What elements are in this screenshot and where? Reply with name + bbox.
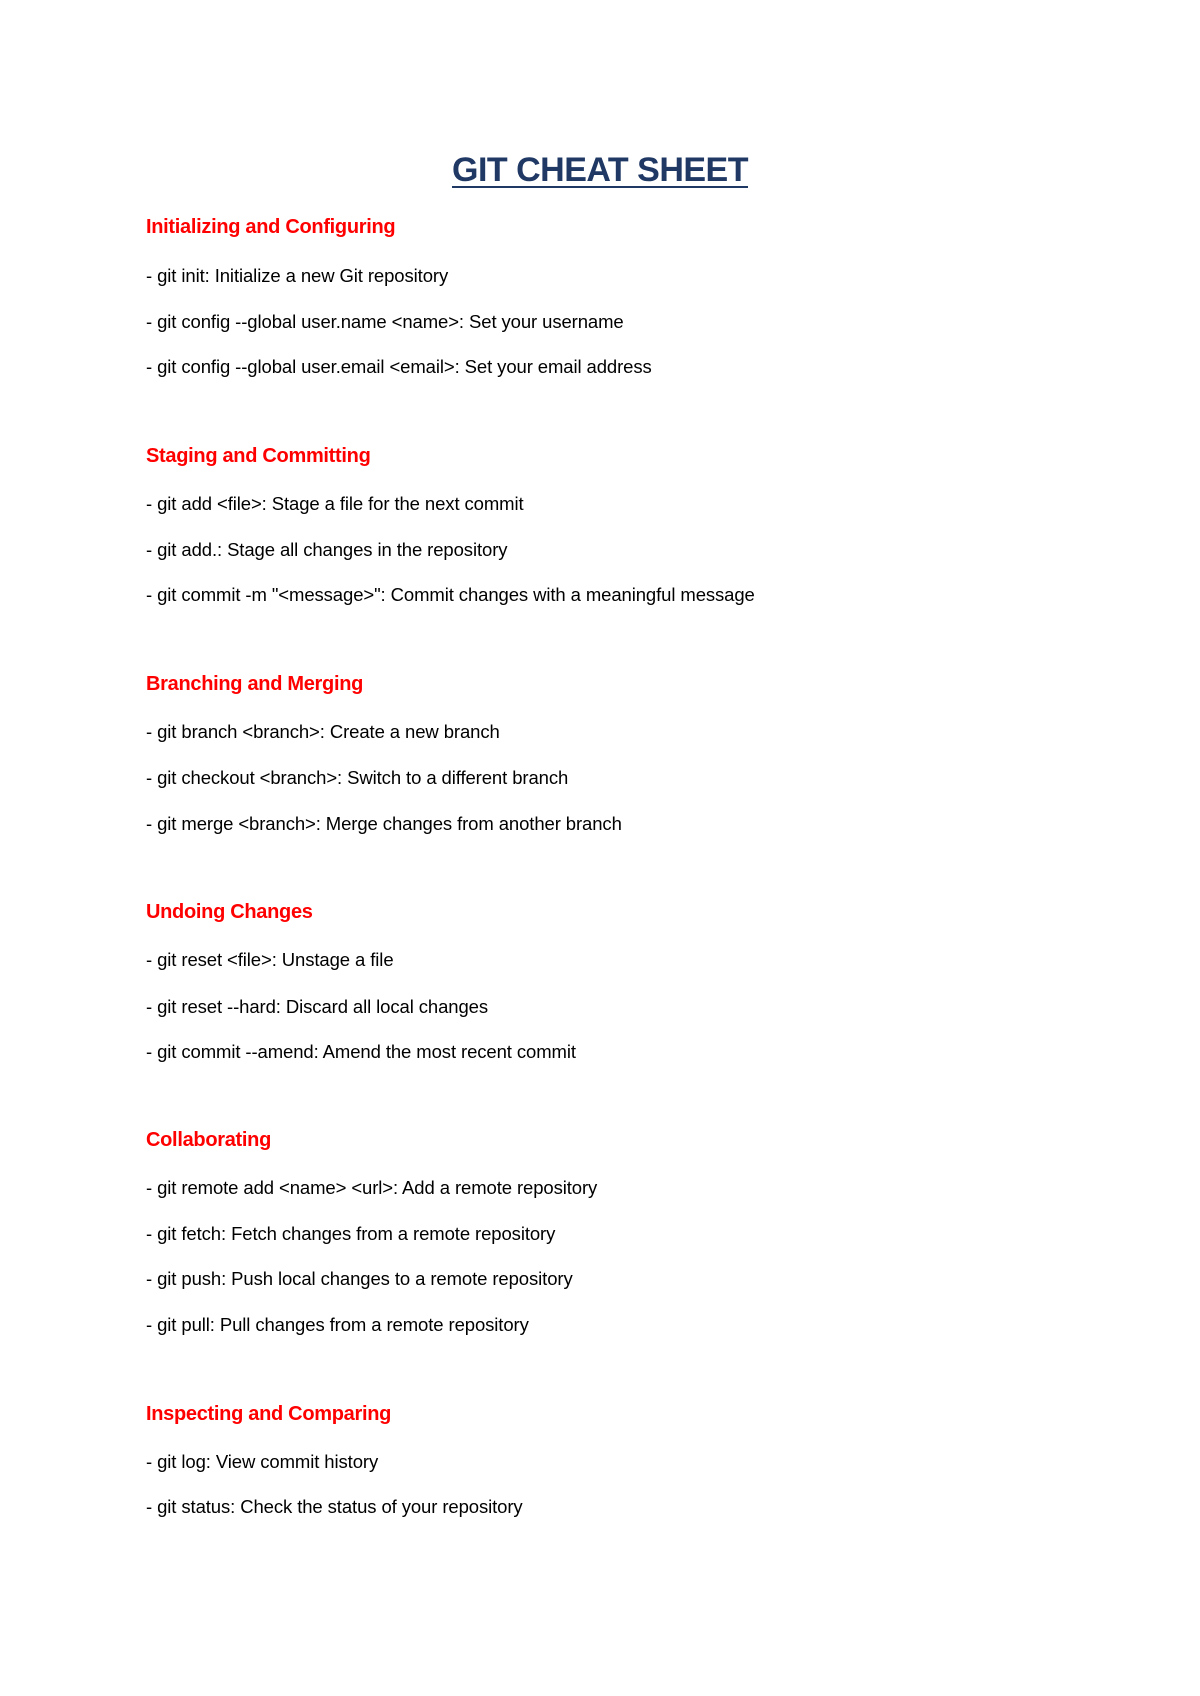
list-item: - git config --global user.name <name>: Set your username bbox=[146, 311, 624, 332]
list-item: - git push: Push local changes to a remote repository bbox=[146, 1268, 573, 1289]
list-item: - git log: View commit history bbox=[146, 1451, 379, 1472]
list-item: - git remote add <name> <url>: Add a remote repository bbox=[146, 1177, 598, 1198]
list-item: - git fetch: Fetch changes from a remote repository bbox=[146, 1223, 556, 1244]
list-item: - git checkout <branch>: Switch to a different branch bbox=[146, 767, 569, 788]
list-item: - git merge <branch>: Merge changes from another branch bbox=[146, 813, 622, 834]
list-item: - git status: Check the status of your repository bbox=[146, 1496, 523, 1517]
list-item: - git reset <file>: Unstage a file bbox=[146, 949, 394, 970]
list-item: - git branch <branch>: Create a new branch bbox=[146, 721, 500, 742]
section-heading: Inspecting and Comparing bbox=[146, 1403, 392, 1425]
section-heading: Staging and Committing bbox=[146, 445, 371, 467]
list-item: - git reset --hard: Discard all local changes bbox=[146, 996, 489, 1017]
list-item: - git pull: Pull changes from a remote repository bbox=[146, 1314, 529, 1335]
list-item: - git config --global user.email <email>: Set your email address bbox=[146, 356, 652, 377]
list-item: - git add.: Stage all changes in the repository bbox=[146, 539, 508, 560]
page-title: GIT CHEAT SHEET bbox=[452, 151, 748, 189]
section-heading: Initializing and Configuring bbox=[146, 216, 396, 238]
list-item: - git commit --amend: Amend the most recent commit bbox=[146, 1041, 576, 1062]
list-item: - git init: Initialize a new Git repository bbox=[146, 265, 449, 286]
section-heading: Collaborating bbox=[146, 1129, 271, 1151]
section-heading: Undoing Changes bbox=[146, 901, 313, 923]
list-item: - git add <file>: Stage a file for the next commit bbox=[146, 493, 524, 514]
section-heading: Branching and Merging bbox=[146, 673, 364, 695]
list-item: - git commit -m "<message>": Commit changes with a meaningful message bbox=[146, 584, 755, 605]
